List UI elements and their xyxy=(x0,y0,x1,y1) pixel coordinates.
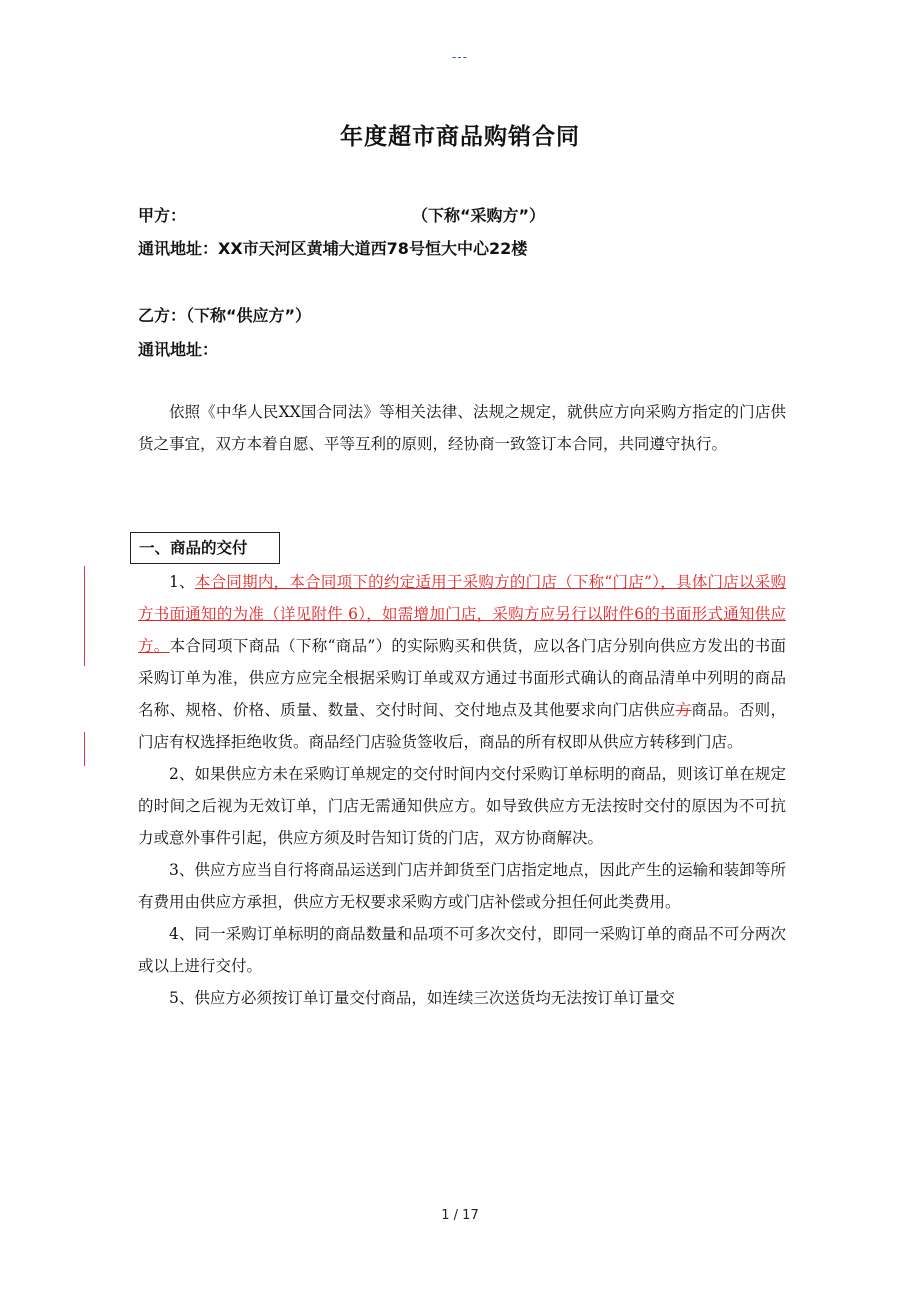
clause-4: 4、同一采购订单标明的商品数量和品项不可多次交付，即同一采购订单的商品不可分两次或以上进行交付。 xyxy=(138,925,786,975)
header-mark: --- xyxy=(452,50,468,64)
preamble-paragraph: 依照《中华人民XX国合同法》等相关法律、法规之规定，就供应方向采购方指定的门店供货之事宜，双方本着自愿、平等互利的原则，经协商一致签订本合同，共同遵守执行。 xyxy=(138,403,786,453)
clause-1-text-end: 商品。否则，门店有权选择拒绝收货。商品经门店验货签收后，商品的所有权即从供应方转移到门店。 xyxy=(138,701,786,751)
section-heading-delivery: 一、商品的交付 xyxy=(130,532,280,564)
clauses-block xyxy=(138,566,786,1014)
clause-3: 3、供应方应当自行将商品运送到门店并卸货至门店指定地点，因此产生的运输和装卸等所有费用由供应方承担，供应方无权要求采购方或门店补偿或分担任何此类费用。 xyxy=(138,861,786,911)
revision-bar xyxy=(84,732,85,766)
clause-1-number: 1、 xyxy=(169,573,195,591)
clause-1-text: 本合同项下商品（下称“商品”）的实际购买和供货，应以各门店分别向供应方发出的书面采购订单为准，供应方应完全根据采购订单或双方通过书面形式确认的商品清单中列明的商品名称、规格、价格、质量、数量、交付时间、交付地点及其他要求向门店供应 xyxy=(138,637,786,719)
party-a-address: 通讯地址：XX市天河区黄埔大道西78号恒大中心22楼 xyxy=(138,239,528,258)
party-b-address: 通讯地址： xyxy=(138,340,219,359)
clause-1 xyxy=(138,566,786,758)
page-title: 年度超市商品购销合同 xyxy=(340,124,580,150)
clause-5: 5、供应方必须按订单订量交付商品，如连续三次送货均无法按订单订量交 xyxy=(169,989,675,1007)
clause-2: 2、如果供应方未在采购订单规定的交付时间内交付采购订单标明的商品，则该订单在规定的时间之后视为无效订单，门店无需通知供应方。如导致供应方无法按时交付的原因为不可抗力或意外事件引起，供应方须及时告知订货的门店，双方协商解决。 xyxy=(138,765,786,847)
tracked-deletion: 方 xyxy=(675,701,692,719)
party-a-alias: （下称“采购方”） xyxy=(412,206,546,225)
party-a-label: 甲方： xyxy=(138,206,187,225)
party-b-label: 乙方：（下称“供应方”） xyxy=(138,306,312,325)
page-number: 1 / 17 xyxy=(441,1208,479,1223)
revision-bar xyxy=(84,566,85,666)
tracked-insertion: 本合同期内，本合同项下的约定适用于采购方的门店（下称“门店”），具体门店以采购方书面通知的为准（详见附件 6），如需增加门店，采购方应另行以附件6的书面形式通知供应方。 xyxy=(138,573,786,655)
